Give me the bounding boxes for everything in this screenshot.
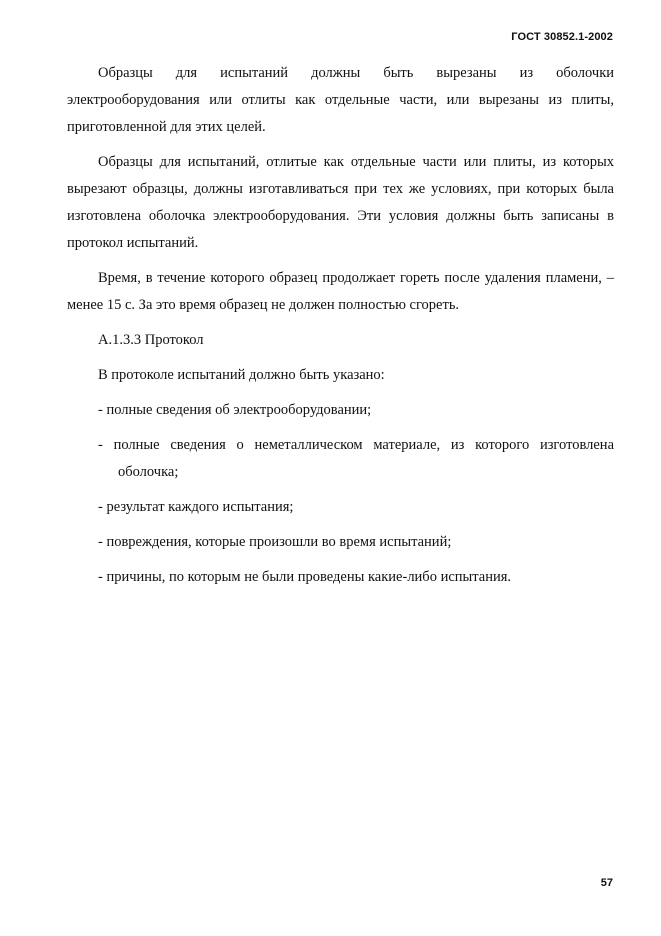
- paragraph-specimen-casting: Образцы для испытаний, отлитые как отдельные части или плиты, из которых вырезают образцы, должны изготавливаться при тех же условиях, при которых была изготовлена оболочка электрооборудования. Эти условия должны быть записаны в протокол испытаний.: [67, 154, 614, 251]
- list-item: - причины, по которым не были проведены какие-либо испытания.: [98, 569, 512, 585]
- document-body: [67, 60, 614, 599]
- list-item: - повреждения, которые произошли во время испытаний;: [98, 534, 452, 550]
- list-item: - полные сведения об электрооборудовании;: [98, 402, 372, 418]
- standard-header: ГОСТ 30852.1-2002: [511, 31, 613, 43]
- list-intro: В протоколе испытаний должно быть указано:: [98, 367, 385, 383]
- list-item: - полные сведения о неметаллическом материале, из которого изготовлена оболочка;: [98, 437, 614, 480]
- list-item: - результат каждого испытания;: [98, 499, 294, 515]
- page-number: 57: [600, 877, 613, 889]
- paragraph-specimen-cutting: Образцы для испытаний должны быть вырезаны из оболочки электрооборудования или отлиты как отдельные части, или вырезаны из плиты, приготовленной для этих целей.: [67, 65, 614, 135]
- section-heading: А.1.3.3 Протокол: [98, 332, 204, 348]
- paragraph-burn-time: Время, в течение которого образец продолжает гореть после удаления пламени, – менее 15 с. За это время образец не должен полностью сгореть.: [67, 270, 614, 313]
